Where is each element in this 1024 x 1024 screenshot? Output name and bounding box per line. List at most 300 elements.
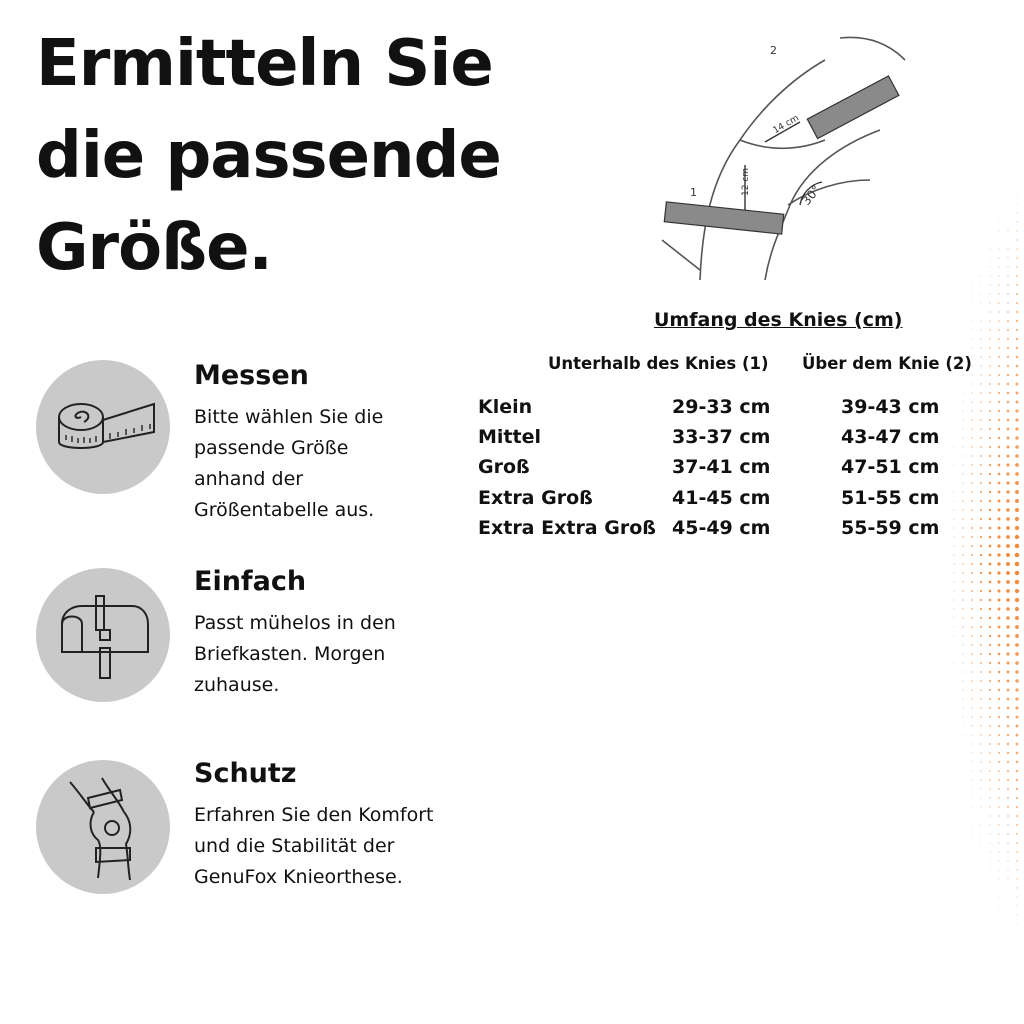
halftone-dot (990, 861, 991, 862)
halftone-dot (1007, 221, 1008, 222)
halftone-dot (1007, 311, 1009, 313)
halftone-dot (989, 662, 991, 664)
halftone-dot (971, 590, 973, 592)
halftone-dot (980, 734, 981, 735)
halftone-dot (1006, 598, 1010, 602)
halftone-dot (980, 347, 981, 348)
halftone-dot (980, 608, 982, 610)
halftone-dot (1008, 204, 1009, 205)
halftone-dot (989, 734, 991, 736)
halftone-dot (980, 779, 981, 780)
halftone-dot (998, 626, 1001, 629)
halftone-dot (1015, 643, 1019, 647)
halftone-dot (1016, 914, 1017, 915)
halftone-dot (998, 446, 1001, 449)
halftone-dot (999, 195, 1000, 196)
halftone-dot (1016, 248, 1018, 250)
halftone-dot (981, 825, 982, 826)
halftone-dot (998, 428, 1000, 430)
halftone-dot (989, 626, 991, 628)
halftone-dot (963, 429, 964, 430)
halftone-dot (1015, 706, 1018, 709)
halftone-dot (989, 761, 991, 763)
halftone-dot (980, 680, 982, 682)
size-below-knee: 41-45 cm (672, 487, 771, 509)
halftone-dot (962, 563, 963, 564)
halftone-dot (998, 365, 1000, 367)
measuring-tape-icon (36, 360, 170, 494)
halftone-dot (963, 771, 964, 772)
halftone-dot (989, 410, 991, 412)
halftone-dot (989, 779, 990, 780)
halftone-dot (980, 806, 981, 807)
halftone-dot (1007, 293, 1009, 295)
halftone-dot (1016, 842, 1018, 844)
halftone-dot (954, 447, 955, 448)
halftone-dot (1007, 842, 1009, 844)
halftone-dot (998, 410, 1000, 412)
halftone-dot (1015, 445, 1019, 449)
halftone-dot (999, 906, 1000, 907)
halftone-dot (980, 635, 982, 637)
halftone-dot (998, 779, 1000, 781)
halftone-dot (1015, 625, 1019, 629)
halftone-dot (1006, 652, 1009, 655)
halftone-dot (980, 509, 982, 511)
halftone-dot (1006, 481, 1009, 484)
halftone-dot (980, 527, 982, 529)
halftone-dot (998, 284, 999, 285)
halftone-dot (1007, 320, 1009, 322)
halftone-dot (963, 726, 964, 727)
halftone-dot (980, 617, 982, 619)
halftone-dot (962, 662, 963, 663)
halftone-dot (981, 276, 982, 277)
halftone-dot (972, 816, 973, 817)
halftone-dot (1016, 923, 1017, 924)
halftone-dot (998, 761, 1000, 763)
halftone-dot (1006, 508, 1010, 512)
halftone-dot (954, 645, 955, 646)
halftone-dot (1007, 734, 1009, 736)
diagram-angle: 30° (799, 182, 824, 208)
halftone-dot (980, 329, 981, 330)
halftone-dot (1007, 725, 1010, 728)
diagram-point-1: 1 (690, 186, 697, 199)
halftone-dot (963, 681, 964, 682)
halftone-dot (1007, 743, 1009, 745)
halftone-dot (971, 662, 972, 663)
halftone-dot (980, 365, 981, 366)
halftone-dot (1008, 915, 1009, 916)
halftone-dot (1015, 697, 1018, 700)
halftone-dot (998, 275, 999, 276)
feature-text (194, 608, 484, 701)
halftone-dot (1007, 419, 1010, 422)
halftone-dot (989, 698, 991, 700)
halftone-dot (1007, 689, 1010, 692)
halftone-dot (962, 455, 963, 456)
halftone-dot (954, 465, 955, 466)
halftone-dot (1007, 401, 1010, 404)
halftone-dot (981, 240, 982, 241)
halftone-dot (998, 842, 999, 843)
halftone-dot (962, 491, 963, 492)
halftone-dot (963, 384, 964, 385)
halftone-dot (962, 644, 963, 645)
halftone-dot (998, 869, 999, 870)
halftone-dot (963, 762, 964, 763)
halftone-dot (981, 870, 982, 871)
halftone-dot (1008, 942, 1009, 943)
size-name: Extra Extra Groß (478, 517, 656, 539)
halftone-dot (1007, 347, 1009, 349)
halftone-dot (989, 572, 992, 575)
halftone-dot (981, 249, 982, 250)
halftone-dot (971, 473, 972, 474)
halftone-dot (962, 464, 963, 465)
halftone-dot (1007, 896, 1008, 897)
halftone-dot (989, 509, 991, 511)
halftone-dot (980, 725, 981, 726)
halftone-dot (989, 455, 991, 457)
halftone-dot (963, 339, 964, 340)
feature-text-line: GenuFox Knieorthese. (194, 866, 403, 888)
halftone-dot (1007, 887, 1008, 888)
halftone-dot (972, 798, 973, 799)
halftone-dot (1016, 320, 1018, 322)
halftone-dot (1007, 860, 1008, 861)
halftone-dot (989, 581, 992, 584)
halftone-dot (1016, 779, 1018, 781)
halftone-dot (1015, 571, 1020, 576)
halftone-dot (1016, 869, 1018, 871)
halftone-dot (1008, 177, 1009, 178)
halftone-dot (999, 222, 1000, 223)
halftone-dot (954, 456, 955, 457)
halftone-dot (971, 626, 973, 628)
halftone-dot (1007, 446, 1010, 449)
halftone-dot (989, 599, 992, 602)
halftone-dot (962, 509, 963, 510)
halftone-dot (971, 707, 972, 708)
size-below-knee: 45-49 cm (672, 517, 771, 539)
halftone-dot (989, 437, 991, 439)
halftone-dot (998, 347, 1000, 349)
halftone-dot (980, 437, 982, 439)
halftone-dot (1016, 284, 1018, 286)
halftone-dot (1006, 544, 1010, 548)
halftone-dot (971, 716, 972, 717)
halftone-dot (981, 879, 982, 880)
halftone-dot (1015, 715, 1018, 718)
halftone-dot (999, 924, 1000, 925)
halftone-dot (962, 653, 963, 654)
halftone-dot (997, 553, 1000, 556)
halftone-dot (1016, 266, 1018, 268)
halftone-dot (1007, 374, 1009, 376)
halftone-dot (971, 482, 972, 483)
halftone-dot (962, 635, 963, 636)
halftone-dot (998, 734, 1000, 736)
feature-text-line: und die Stabilität der (194, 835, 395, 857)
halftone-dot (963, 420, 964, 421)
halftone-dot (1016, 293, 1018, 295)
halftone-dot (980, 419, 982, 421)
halftone-dot (1006, 472, 1009, 475)
halftone-dot (980, 401, 981, 402)
halftone-dot (954, 438, 955, 439)
halftone-dot (997, 535, 1000, 538)
halftone-dot (1015, 580, 1019, 584)
halftone-dot (971, 518, 973, 520)
halftone-dot (997, 598, 1000, 601)
halftone-dot (1016, 752, 1019, 755)
halftone-dot (989, 491, 991, 493)
halftone-dot (998, 878, 999, 879)
size-above-knee: 43-47 cm (841, 426, 940, 448)
halftone-dot (954, 627, 955, 628)
halftone-dot (1007, 716, 1010, 719)
halftone-dot (998, 374, 1000, 376)
halftone-dot (981, 294, 982, 295)
halftone-dot (989, 716, 991, 718)
halftone-dot (998, 464, 1001, 467)
mailbox-icon (36, 568, 170, 702)
halftone-dot (972, 348, 973, 349)
halftone-dot (1008, 195, 1009, 196)
halftone-dot (1015, 472, 1019, 476)
halftone-dot (972, 321, 973, 322)
halftone-dot (963, 753, 964, 754)
halftone-dot (980, 707, 982, 709)
column-header-below-knee: Unterhalb des Knies (1) (548, 354, 769, 373)
halftone-dot (1015, 661, 1019, 665)
halftone-dot (954, 429, 955, 430)
halftone-dot (989, 482, 991, 484)
halftone-dot (998, 320, 1000, 322)
halftone-dot (963, 717, 964, 718)
halftone-dot (989, 356, 991, 358)
halftone-dot (1006, 643, 1009, 646)
halftone-dot (998, 239, 999, 240)
halftone-dot (989, 527, 992, 530)
feature-text (194, 800, 484, 893)
halftone-dot (980, 572, 982, 574)
halftone-dot (989, 500, 991, 502)
halftone-dot (1007, 698, 1010, 701)
halftone-dot (1006, 490, 1009, 493)
feature-text-line: Größentabelle aus. (194, 499, 375, 521)
halftone-dot (989, 653, 991, 655)
halftone-dot (989, 671, 991, 673)
halftone-dot (998, 473, 1001, 476)
halftone-dot (998, 716, 1000, 718)
halftone-dot (1016, 833, 1018, 835)
size-above-knee: 39-43 cm (841, 396, 940, 418)
halftone-dot (998, 788, 1000, 790)
halftone-dot (972, 294, 973, 295)
halftone-dot (998, 851, 999, 852)
halftone-dot (1007, 788, 1009, 790)
halftone-dot (980, 374, 981, 375)
halftone-dot (1017, 942, 1018, 943)
halftone-dot (989, 347, 991, 349)
halftone-dot (989, 815, 990, 816)
halftone-dot (981, 834, 982, 835)
halftone-dot (1016, 338, 1018, 340)
halftone-dot (1016, 329, 1018, 331)
halftone-dot (980, 653, 982, 655)
halftone-dot (989, 725, 991, 727)
halftone-dot (989, 383, 991, 385)
halftone-dot (981, 267, 982, 268)
knee-measurement-diagram (640, 30, 920, 290)
halftone-dot (1007, 752, 1009, 754)
halftone-dot (1006, 517, 1010, 521)
halftone-dot (972, 834, 973, 835)
halftone-dot (972, 807, 973, 808)
halftone-dot (1007, 707, 1010, 710)
halftone-dot (998, 401, 1000, 403)
halftone-dot (989, 284, 990, 285)
halftone-dot (980, 410, 982, 412)
feature-text-line: zuhause. (194, 674, 280, 696)
halftone-dot (989, 833, 990, 834)
halftone-dot (1007, 230, 1008, 231)
halftone-dot (997, 580, 1000, 583)
halftone-dot (954, 690, 955, 691)
halftone-dot (998, 653, 1001, 656)
halftone-dot (998, 617, 1001, 620)
halftone-dot (1015, 535, 1019, 539)
halftone-dot (998, 707, 1000, 709)
halftone-dot (1015, 679, 1018, 682)
halftone-dot (998, 752, 1000, 754)
halftone-dot (1006, 607, 1010, 611)
halftone-dot (1006, 499, 1009, 502)
headline-line: die passende (36, 119, 501, 193)
halftone-dot (998, 743, 1000, 745)
halftone-dot (998, 437, 1000, 439)
halftone-dot (990, 906, 991, 907)
halftone-dot (962, 671, 963, 672)
halftone-dot (962, 545, 963, 546)
halftone-dot (971, 671, 972, 672)
halftone-dot (1007, 437, 1010, 440)
halftone-dot (1007, 779, 1009, 781)
halftone-dot (954, 609, 955, 610)
halftone-dot (989, 374, 991, 376)
halftone-dot (999, 888, 1000, 889)
halftone-dot (989, 788, 990, 789)
halftone-dot (1016, 788, 1018, 790)
halftone-dot (980, 500, 982, 502)
halftone-dot (1016, 302, 1018, 304)
halftone-dot (998, 608, 1001, 611)
halftone-dot (989, 554, 992, 557)
halftone-dot (997, 544, 1000, 547)
halftone-dot (998, 311, 1000, 313)
halftone-dot (1007, 275, 1009, 277)
halftone-dot (999, 897, 1000, 898)
halftone-dot (989, 644, 991, 646)
diagram-point-2: 2 (770, 44, 777, 57)
halftone-dot (1016, 887, 1017, 888)
halftone-dot (981, 861, 982, 862)
halftone-dot (999, 231, 1000, 232)
halftone-dot (998, 329, 1000, 331)
halftone-dot (990, 213, 991, 214)
halftone-dot (954, 564, 955, 565)
halftone-dot (998, 266, 999, 267)
halftone-dot (980, 590, 982, 592)
halftone-dot (1007, 212, 1008, 213)
halftone-dot (954, 483, 955, 484)
halftone-dot (1016, 212, 1017, 213)
halftone-dot (980, 356, 981, 357)
halftone-dot (980, 536, 982, 538)
halftone-dot (1007, 302, 1009, 304)
halftone-dot (954, 681, 955, 682)
halftone-dot (999, 915, 1000, 916)
halftone-dot (954, 501, 955, 502)
feature-title: Einfach (194, 566, 307, 597)
halftone-dot (962, 608, 963, 609)
feature-text-line: Erfahren Sie den Komfort (194, 804, 434, 826)
halftone-dot (962, 617, 963, 618)
halftone-dot (1007, 383, 1009, 385)
halftone-dot (980, 554, 982, 556)
halftone-dot (971, 410, 972, 411)
halftone-dot (1007, 257, 1008, 258)
halftone-dot (998, 455, 1001, 458)
halftone-dot (998, 662, 1001, 665)
halftone-dot (998, 797, 1000, 799)
halftone-dot (1015, 553, 1020, 558)
size-name: Klein (478, 396, 533, 418)
halftone-dot (971, 374, 972, 375)
halftone-dot (989, 608, 991, 610)
halftone-dot (989, 752, 991, 754)
halftone-dot (971, 554, 973, 556)
size-above-knee: 47-51 cm (841, 456, 940, 478)
halftone-dot (989, 266, 990, 267)
halftone-dot (980, 752, 981, 753)
halftone-dot (989, 320, 990, 321)
halftone-dot (1015, 616, 1019, 620)
halftone-dot (972, 339, 973, 340)
headline-line: Ermitteln Sie (36, 27, 493, 101)
halftone-dot (1015, 598, 1019, 602)
size-above-knee: 51-55 cm (841, 487, 940, 509)
halftone-dot (989, 536, 992, 539)
halftone-dot (1016, 311, 1018, 313)
feature-title: Schutz (194, 758, 297, 789)
halftone-dot (1016, 392, 1019, 395)
halftone-dot (954, 591, 955, 592)
halftone-dot (980, 698, 982, 700)
halftone-dot (1007, 869, 1008, 870)
halftone-dot (980, 482, 982, 484)
halftone-dot (980, 716, 981, 717)
halftone-dot (971, 752, 972, 753)
size-below-knee: 29-33 cm (672, 396, 771, 418)
halftone-dot (954, 510, 955, 511)
halftone-dot (998, 491, 1001, 494)
halftone-dot (1006, 571, 1010, 575)
halftone-dot (980, 545, 982, 547)
